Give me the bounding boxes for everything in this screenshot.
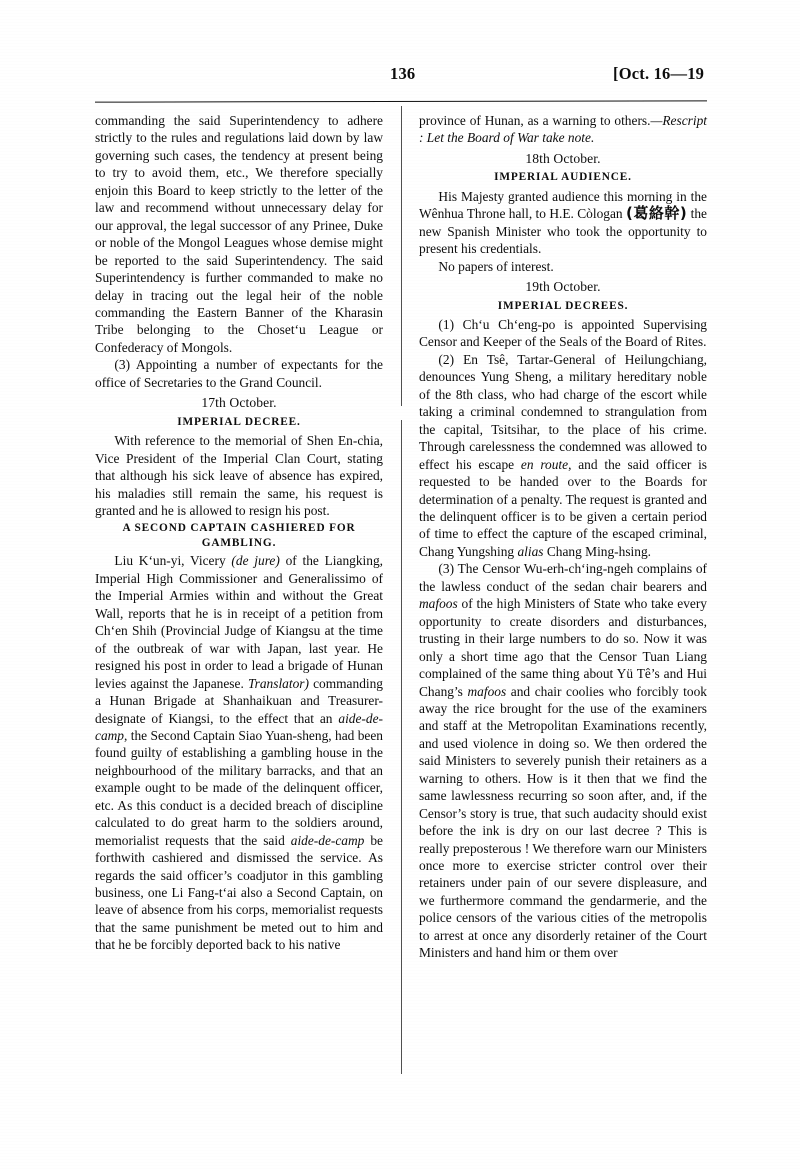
running-head (95, 64, 705, 90)
body-paragraph (419, 112, 707, 147)
body-columns (95, 112, 707, 1072)
italic-phrase: mafoos (419, 596, 458, 612)
body-paragraph (419, 351, 707, 560)
body-paragraph: commanding the said Superintendency to adhere strictly to the rules and regulations laid down by law governing such cases, the tendency at present being to try to avoid them, etc., We therefore specially enjoin this Board to keep strictly to the letter of the law and recommend without unnecessary delay for our approval, the legal successor of any Prinee, Duke or noble of the Mongol Leagues whose demise might be reported to the said Superintendency. The said Superintendency is further commanded to make no delay in tracing out the legal heir of the noble commanding the Eastern Banner of the Kharasin Tribe belonging to the Choset‘u League or Confederacy of Mongols. (95, 113, 383, 355)
page-number: 136 (390, 64, 416, 83)
text-run: commanding a Hunan Brigade at Shanhaikuan and Treasurer-designate of Kiangsi, to the effect that an (95, 675, 384, 726)
text-run: , the Second Captain Siao Yuan-sheng, had been found guilty of establishing a gambling house in the neighbourhood of the military barracks, and that an example ought to be made of the delinquent officer, etc. As this conduct is a decided breach of discipline calculated to do great harm to the soldiers around, memorialist requests that the said (95, 727, 383, 848)
left-text-column (95, 112, 383, 1072)
italic-phrase: aide-de-camp (95, 710, 383, 743)
right-text-column (419, 112, 707, 1072)
body-paragraph: (1) Ch‘u Ch‘eng-po is appointed Supervising Censor and Keeper of the Seals of the Board of Rites. (419, 316, 707, 350)
text-run: Chang Ming-hsing. (543, 543, 651, 559)
column-divider-rule (401, 106, 402, 1074)
body-paragraph (419, 188, 707, 258)
section-heading: IMPERIAL AUDIENCE. (494, 171, 632, 184)
section-heading-line: GAMBLING. (201, 537, 277, 550)
text-run: , and the said officer is requested to be handed over to the Boards for determination of a penalty. The request is granted and the delinquent officer is to be given a certain period of time to effect the capture of the escaped criminal, Chang Yungshing (419, 456, 707, 559)
text-run: His Majesty granted audience this morning in the Wênhua Throne hall, to H.E. Còlogan (419, 188, 707, 222)
body-paragraph: With reference to the memorial of Shen En-chia, Vice President of the Imperial Clan Court, stating that although his sick leave of absence has expired, his maladies still remain the same, his request is granted and he is allowed to resign his post. (95, 433, 383, 518)
text-run: province of Hunan, as a warning to others. (419, 113, 651, 128)
italic-phrase: (de jure) (231, 553, 280, 569)
text-run: and chair coolies who forcibly took away the rice brought for the use of the examiners and staff at the Metropolitan Examinations recently, and used violence in doing so. We then ordered the said Ministers to severely punish their retainers as a warning to others. How is it then that we find the same lawlessness recurring so soon after, and, if the Censor’s story is true, that such audacity should exist before the ink is dry on our last decree ? This is really preposterous ! We therefore warn our Ministers once more to exercise stricter control over their retainers under pain of our severe displeasure, and we furthermore command the gendarmerie, and the police censors of the various cities of the metropolis to arrest at once any disorderly retainer of the Court Ministers and hand him or them over (419, 683, 707, 961)
section-heading: IMPERIAL DECREE. (177, 415, 301, 428)
chinese-characters: (葛絡幹) (625, 204, 688, 223)
body-paragraph: No papers of interest. (438, 258, 554, 274)
text-run: (2) En Tsê, Tartar-General of Heilungchiang, denounces Yung Sheng, a military hereditary noble of the 8th class, who had charge of the escort while taking a criminal condemned to strangulation from the capital, Tsitsihar, to the place of his crime. Through carelessness the condemned was allowed to effect his escape (419, 351, 707, 472)
italic-phrase: mafoos (467, 683, 507, 699)
text-run: (3) The Censor Wu-erh-ch‘ing-ngeh complains of the lawless conduct of the sedan chair bearers and (419, 561, 707, 594)
date-heading: 19th October. (525, 279, 601, 295)
date-heading: 17th October. (201, 395, 277, 411)
text-run: of the Liangking, Imperial High Commissioner and Generalissimo of the Imperial Armies within and without the Great Wall, reports that he is in receipt of a petition from Ch‘en Shih (Provincial Judge of Kiangsu at the time of the outbreak of war with Japan, last year. He resigned his post in order to lead a brigade of Hunan levies against the Japanese. (95, 553, 383, 691)
text-run: Liu K‘un-yi, Vicery (114, 553, 232, 569)
italic-phrase: aide-de-camp (290, 832, 365, 848)
text-run: be forthwith cashiered and dismissed the service. As regards the said officer’s coadjutor in this gambling business, one Li Fang-t‘ai also a Second Captain, on leave of absence from his corps, memorialist requests that the same punishment be meted out to him and that he be forcibly deported back to his native (95, 832, 383, 953)
date-range-header: [Oct. 16—19 (613, 64, 705, 83)
body-paragraph (419, 560, 707, 961)
italic-phrase: Translator) (247, 675, 309, 691)
body-paragraph: (3) Appointing a number of expectants for the office of Secretaries to the Grand Council. (95, 357, 383, 390)
date-heading: 18th October. (525, 150, 601, 166)
section-heading (95, 521, 383, 551)
section-heading-line: A SECOND CAPTAIN CASHIERED FOR (122, 522, 356, 535)
text-run: the new Spanish Minister who took the opportunity to present his credentials. (419, 206, 707, 257)
header-rule (95, 100, 707, 102)
body-paragraph (95, 552, 383, 953)
italic-phrase: en route (520, 456, 569, 472)
text-run: of the high Ministers of State who take every opportunity to create disorders and disturbances, trusting in their large numbers to do so. Now it was only a short time ago that the Censor Tuan Liang complained of the same thing about Yü Tê’s and Hui Chang’s (419, 596, 707, 699)
section-heading: IMPERIAL DECREES. (497, 299, 629, 312)
italic-phrase: —Rescript : Let the Board of War take note. (419, 113, 707, 146)
italic-phrase: alias (517, 543, 544, 559)
